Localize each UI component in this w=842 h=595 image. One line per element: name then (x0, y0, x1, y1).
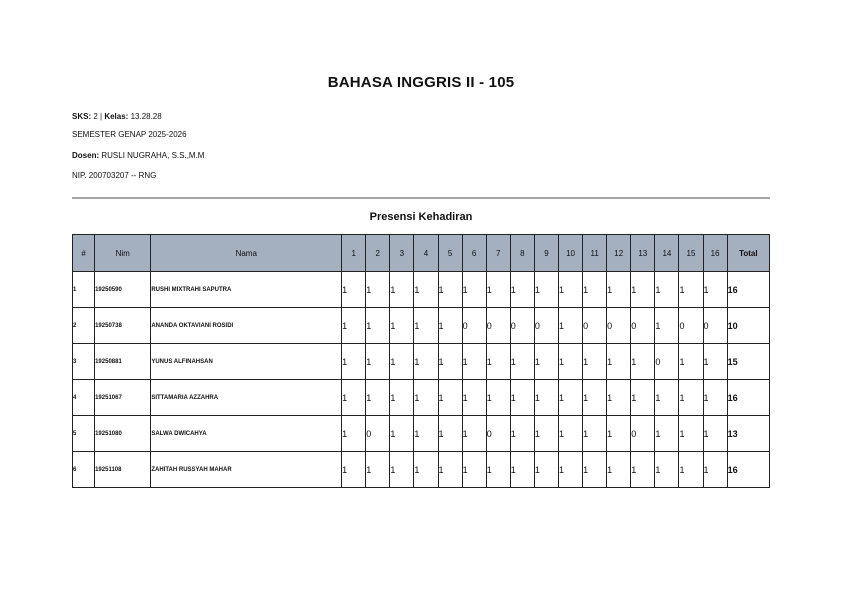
attendance-cell: 1 (534, 272, 558, 308)
attendance-cell: 1 (342, 416, 366, 452)
header-meeting: 14 (655, 235, 679, 272)
header-meeting: 5 (438, 235, 462, 272)
header-meeting: 10 (558, 235, 582, 272)
attendance-cell: 1 (607, 452, 631, 488)
attendance-cell: 1 (390, 344, 414, 380)
row-number: 3 (73, 344, 95, 380)
student-name: SITTAMARIA AZZAHRA (151, 380, 342, 416)
attendance-cell: 0 (462, 308, 486, 344)
attendance-total: 10 (727, 308, 769, 344)
kelas-value: 13.28.28 (128, 112, 162, 121)
row-number: 5 (73, 416, 95, 452)
attendance-total: 16 (727, 380, 769, 416)
sks-value: 2 | (91, 112, 105, 121)
attendance-cell: 1 (558, 308, 582, 344)
attendance-cell: 1 (655, 452, 679, 488)
attendance-cell: 1 (486, 344, 510, 380)
table-body (73, 272, 770, 488)
attendance-cell: 1 (462, 452, 486, 488)
attendance-cell: 1 (462, 416, 486, 452)
header-meeting: 13 (631, 235, 655, 272)
attendance-cell: 1 (414, 416, 438, 452)
attendance-cell: 1 (583, 272, 607, 308)
header-meeting: 16 (703, 235, 727, 272)
attendance-cell: 0 (631, 308, 655, 344)
row-number: 6 (73, 452, 95, 488)
table-row (73, 416, 770, 452)
attendance-cell: 1 (655, 308, 679, 344)
header-meeting: 4 (414, 235, 438, 272)
attendance-cell: 1 (583, 452, 607, 488)
attendance-cell: 1 (510, 416, 534, 452)
header-nim: Nim (95, 235, 151, 272)
attendance-cell: 1 (390, 272, 414, 308)
attendance-cell: 1 (607, 344, 631, 380)
attendance-cell: 1 (510, 344, 534, 380)
attendance-cell: 1 (486, 380, 510, 416)
attendance-cell: 1 (510, 272, 534, 308)
attendance-cell: 0 (607, 308, 631, 344)
attendance-cell: 0 (366, 416, 390, 452)
attendance-cell: 1 (342, 272, 366, 308)
attendance-cell: 1 (510, 380, 534, 416)
attendance-table (72, 234, 770, 488)
attendance-cell: 0 (486, 416, 510, 452)
attendance-total: 16 (727, 452, 769, 488)
header-total: Total (727, 235, 769, 272)
attendance-cell: 0 (703, 308, 727, 344)
attendance-cell: 1 (558, 344, 582, 380)
attendance-cell: 1 (390, 308, 414, 344)
attendance-cell: 1 (655, 380, 679, 416)
attendance-cell: 1 (366, 380, 390, 416)
student-name: ANANDA OKTAVIANI ROSIDI (151, 308, 342, 344)
dosen-label: Dosen: (72, 151, 100, 160)
attendance-cell: 1 (655, 272, 679, 308)
header-meeting: 9 (534, 235, 558, 272)
attendance-total: 15 (727, 344, 769, 380)
attendance-cell: 1 (486, 272, 510, 308)
attendance-cell: 0 (486, 308, 510, 344)
attendance-cell: 1 (414, 452, 438, 488)
table-row (73, 308, 770, 344)
header-meeting: 3 (390, 235, 414, 272)
attendance-cell: 1 (534, 380, 558, 416)
attendance-cell: 1 (703, 380, 727, 416)
table-header-row (73, 235, 770, 272)
attendance-cell: 1 (510, 452, 534, 488)
attendance-cell: 1 (558, 380, 582, 416)
student-nim: 19251080 (95, 416, 151, 452)
attendance-cell: 1 (366, 344, 390, 380)
attendance-cell: 1 (366, 272, 390, 308)
header-meeting: 12 (607, 235, 631, 272)
attendance-cell: 1 (679, 452, 703, 488)
attendance-cell: 1 (558, 452, 582, 488)
attendance-cell: 1 (534, 344, 558, 380)
attendance-cell: 1 (679, 344, 703, 380)
header-meeting: 6 (462, 235, 486, 272)
section-title: Presensi Kehadiran (369, 211, 473, 223)
attendance-cell: 1 (438, 452, 462, 488)
attendance-cell: 1 (583, 416, 607, 452)
header-meeting: 8 (510, 235, 534, 272)
student-nim: 19250881 (95, 344, 151, 380)
attendance-cell: 1 (631, 344, 655, 380)
header-meeting: 15 (679, 235, 703, 272)
student-name: SALWA DWICAHYA (151, 416, 342, 452)
attendance-cell: 1 (342, 344, 366, 380)
header-meeting: 1 (342, 235, 366, 272)
attendance-cell: 1 (414, 380, 438, 416)
attendance-cell: 1 (342, 452, 366, 488)
student-name: ZAHITAH RUSSYAH MAHAR (151, 452, 342, 488)
attendance-cell: 1 (583, 344, 607, 380)
semester-line: SEMESTER GENAP 2025-2026 (72, 130, 187, 139)
attendance-cell: 1 (679, 416, 703, 452)
attendance-total: 16 (727, 272, 769, 308)
attendance-cell: 1 (366, 308, 390, 344)
attendance-cell: 1 (462, 344, 486, 380)
course-info-line (72, 112, 162, 121)
attendance-cell: 1 (558, 416, 582, 452)
attendance-cell: 1 (438, 344, 462, 380)
attendance-cell: 1 (534, 416, 558, 452)
attendance-cell: 1 (534, 452, 558, 488)
table-row (73, 272, 770, 308)
attendance-cell: 0 (631, 416, 655, 452)
attendance-cell: 1 (631, 380, 655, 416)
header-meeting: 2 (366, 235, 390, 272)
student-nim: 19251108 (95, 452, 151, 488)
attendance-cell: 1 (631, 272, 655, 308)
attendance-cell: 1 (414, 272, 438, 308)
dosen-value: RUSLI NUGRAHA, S.S.,M.M (99, 151, 205, 160)
attendance-cell: 1 (438, 308, 462, 344)
attendance-cell: 1 (390, 380, 414, 416)
kelas-label: Kelas: (104, 112, 129, 121)
attendance-cell: 1 (342, 380, 366, 416)
attendance-cell: 0 (534, 308, 558, 344)
attendance-cell: 1 (414, 308, 438, 344)
attendance-cell: 1 (414, 344, 438, 380)
attendance-cell: 1 (438, 380, 462, 416)
dosen-line (72, 151, 204, 160)
attendance-cell: 1 (390, 416, 414, 452)
student-nim: 19250738 (95, 308, 151, 344)
nip-line: NIP. 200703207 -- RNG (72, 171, 157, 180)
attendance-cell: 1 (342, 308, 366, 344)
attendance-cell: 1 (655, 416, 679, 452)
attendance-cell: 1 (607, 272, 631, 308)
attendance-cell: 1 (366, 452, 390, 488)
attendance-cell: 1 (558, 272, 582, 308)
attendance-cell: 0 (583, 308, 607, 344)
attendance-cell: 1 (390, 452, 414, 488)
student-nim: 19250590 (95, 272, 151, 308)
header-no: # (73, 235, 95, 272)
row-number: 4 (73, 380, 95, 416)
student-name: YUNUS ALFINAHSAN (151, 344, 342, 380)
header-meeting: 11 (583, 235, 607, 272)
attendance-cell: 1 (679, 272, 703, 308)
table-row (73, 344, 770, 380)
attendance-cell: 1 (607, 380, 631, 416)
attendance-cell: 1 (583, 380, 607, 416)
page-title: BAHASA INGGRIS II - 105 (327, 74, 515, 91)
divider (72, 197, 770, 199)
attendance-cell: 1 (679, 380, 703, 416)
attendance-cell: 1 (462, 380, 486, 416)
attendance-cell: 1 (438, 416, 462, 452)
attendance-cell: 1 (631, 452, 655, 488)
attendance-cell: 1 (486, 452, 510, 488)
row-number: 2 (73, 308, 95, 344)
attendance-cell: 0 (510, 308, 534, 344)
attendance-cell: 1 (462, 272, 486, 308)
student-nim: 19251067 (95, 380, 151, 416)
row-number: 1 (73, 272, 95, 308)
attendance-cell: 1 (703, 272, 727, 308)
attendance-cell: 1 (703, 452, 727, 488)
header-meeting: 7 (486, 235, 510, 272)
student-name: RUSHI MIXTRAHI SAPUTRA (151, 272, 342, 308)
attendance-cell: 1 (703, 344, 727, 380)
attendance-cell: 1 (703, 416, 727, 452)
attendance-cell: 0 (679, 308, 703, 344)
attendance-cell: 1 (607, 416, 631, 452)
attendance-cell: 1 (438, 272, 462, 308)
header-nama: Nama (151, 235, 342, 272)
attendance-cell: 0 (655, 344, 679, 380)
attendance-total: 13 (727, 416, 769, 452)
sks-label: SKS: (72, 112, 92, 121)
table-row (73, 380, 770, 416)
table-row (73, 452, 770, 488)
